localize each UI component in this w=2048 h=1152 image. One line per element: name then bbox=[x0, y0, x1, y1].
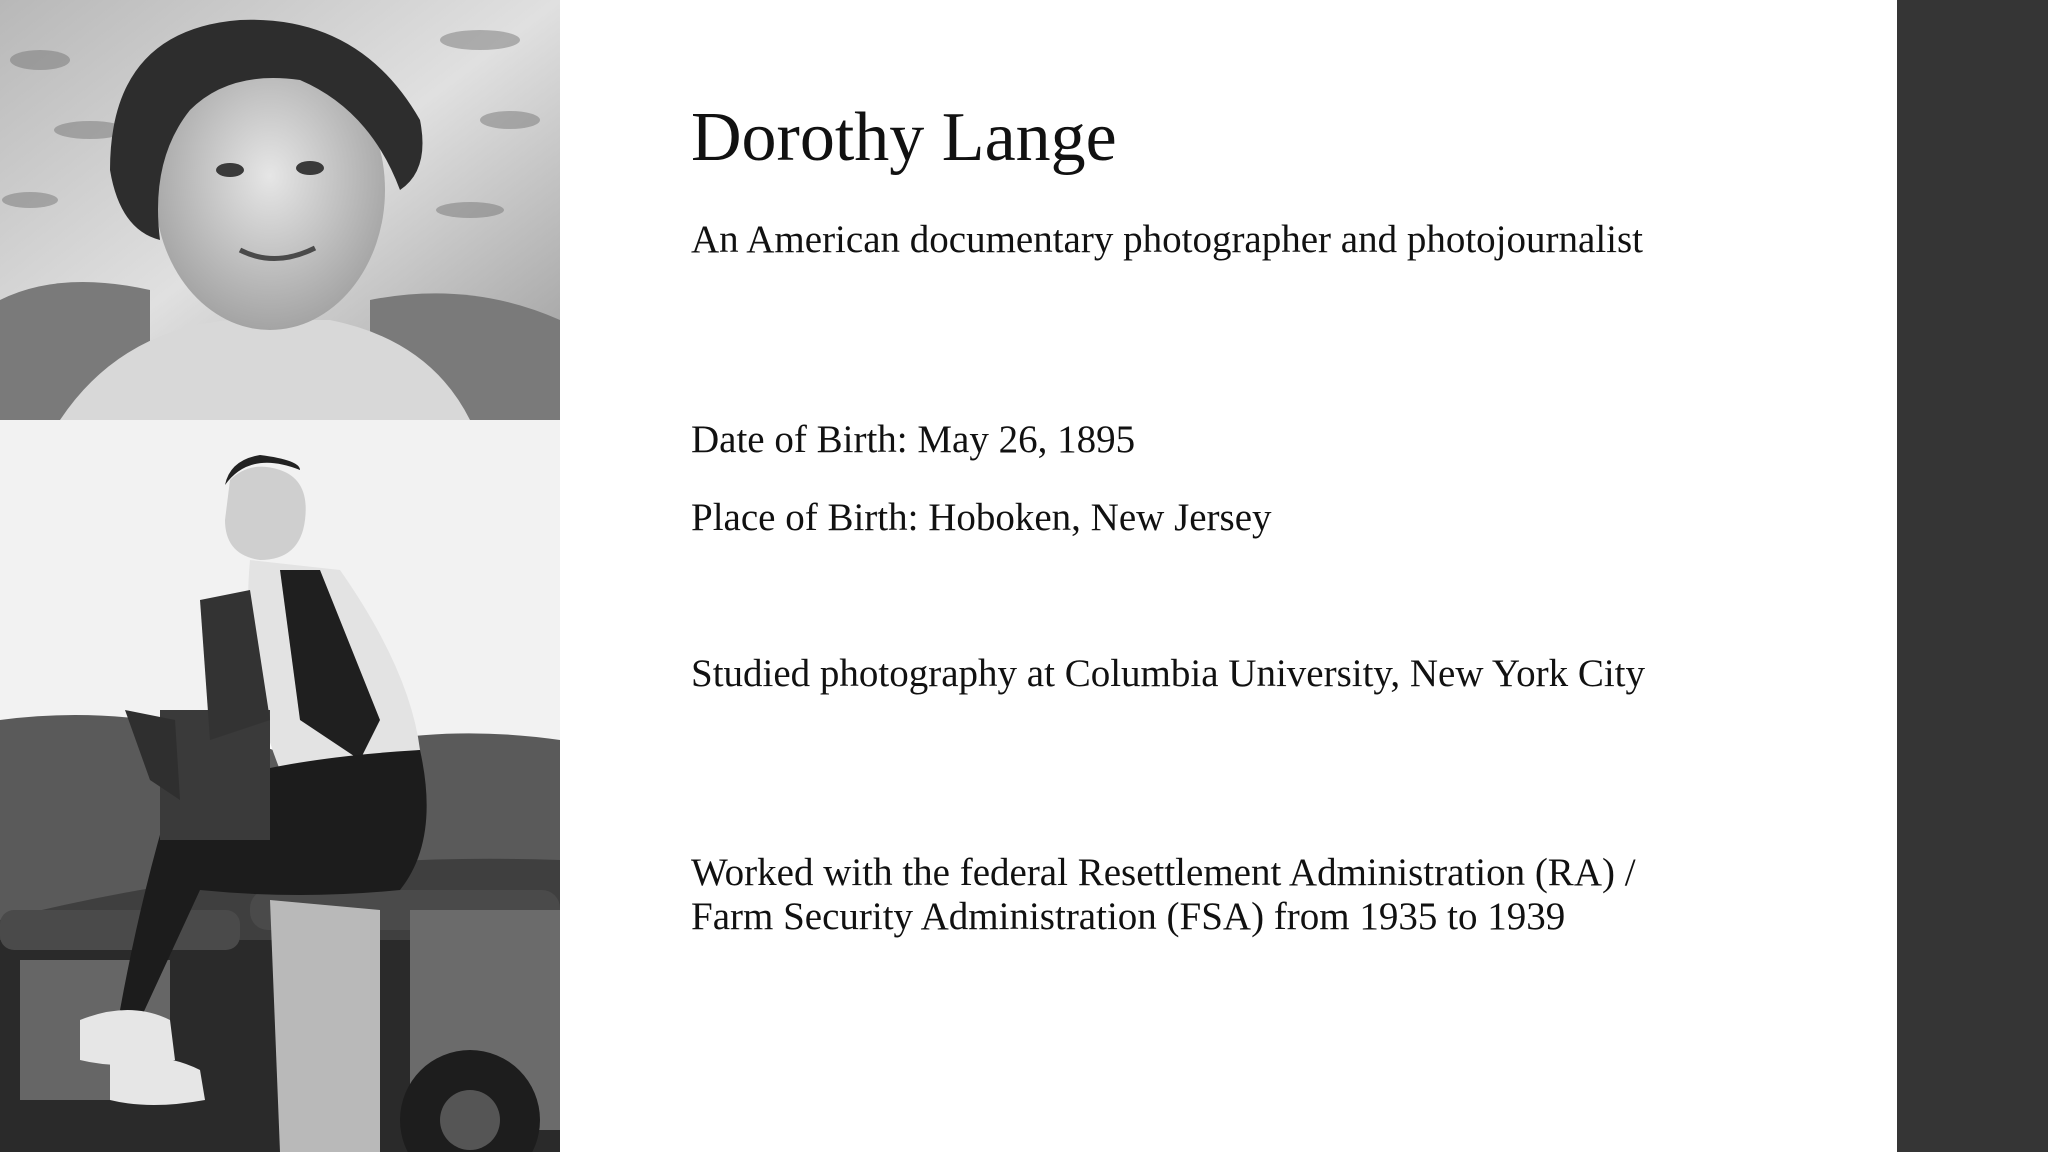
description-text: An American documentary photographer and photojournalist bbox=[691, 218, 1643, 261]
portrait-photo bbox=[0, 0, 560, 420]
career-text: Worked with the federal Resettlement Administration (RA) / Farm Security Administration (FSA) from 1935 to 1939 bbox=[691, 851, 1636, 938]
slide-title: Dorothy Lange bbox=[691, 99, 1117, 176]
date-of-birth-text: Date of Birth: May 26, 1895 bbox=[691, 418, 1136, 461]
place-of-birth-text: Place of Birth: Hoboken, New Jersey bbox=[691, 496, 1272, 539]
camera-car-image-icon bbox=[0, 420, 560, 1152]
camera-car-photo bbox=[0, 420, 560, 1152]
education-text: Studied photography at Columbia University, New York City bbox=[691, 652, 1646, 695]
side-band bbox=[1897, 0, 2048, 1152]
portrait-image-icon bbox=[0, 0, 560, 420]
